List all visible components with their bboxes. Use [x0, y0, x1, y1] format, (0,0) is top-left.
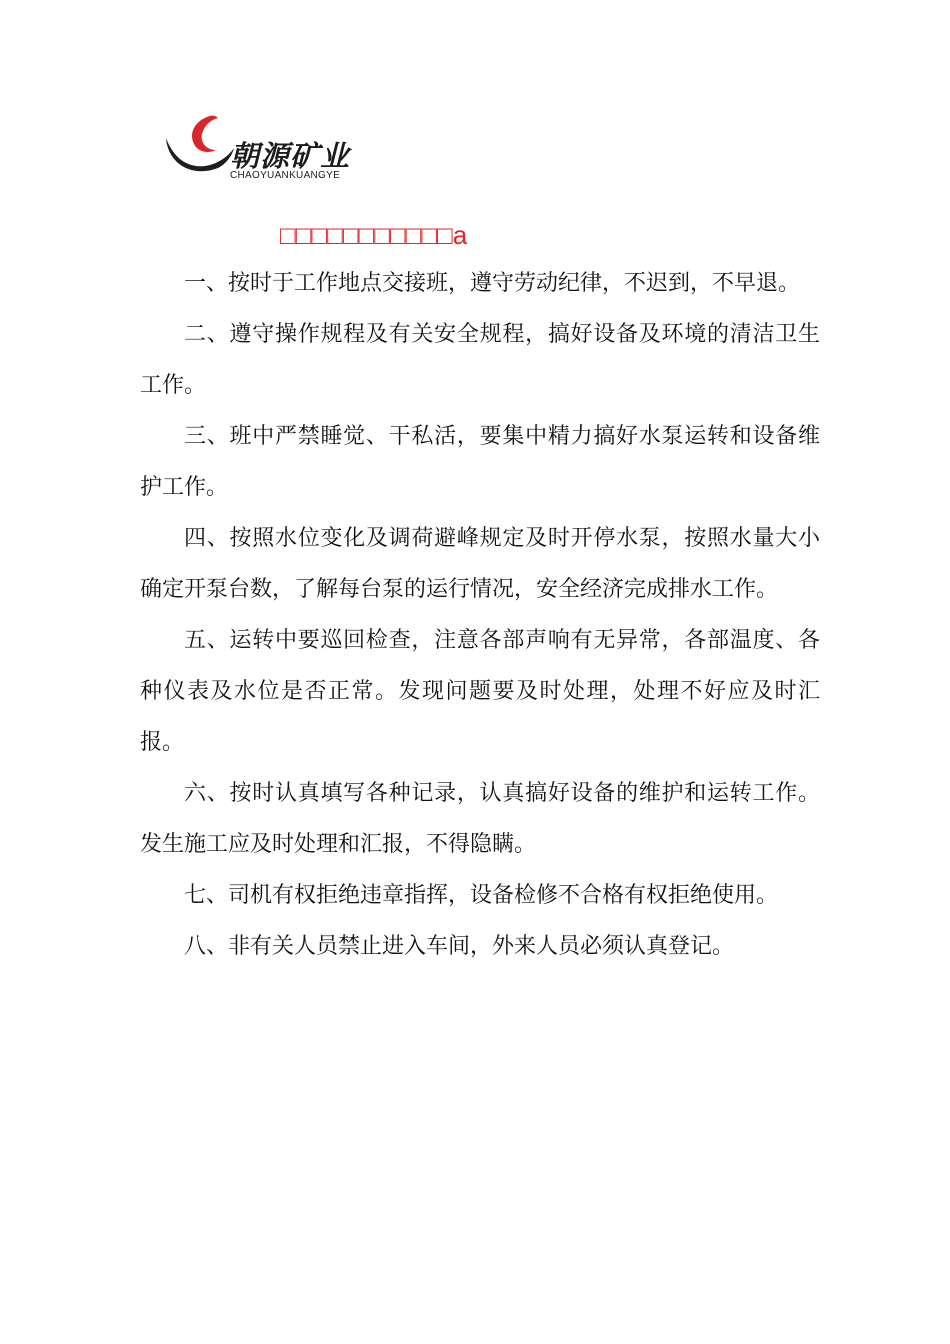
rule-paragraph: 七、司机有权拒绝违章指挥，设备检修不合格有权拒绝使用。	[184, 883, 779, 908]
rule-paragraph: 三、班中严禁睡觉、干私活，要集中精力搞好水泵运转和设备维护工作。	[140, 424, 820, 500]
logo-swoosh-icon	[160, 112, 240, 187]
document-title: □□□□□□□□□□□a	[280, 220, 468, 250]
rule-paragraph: 五、运转中要巡回检查，注意各部声响有无异常，各部温度、各种仪表及水位是否正常。发现问题要及时处理，处理不好应及时汇报。	[140, 628, 820, 755]
rule-paragraph: 四、按照水位变化及调荷避峰规定及时开停水泵，按照水量大小确定开泵台数，了解每台泵的运行情况，安全经济完成排水工作。	[140, 526, 820, 602]
rule-paragraph: 八、非有关人员禁止进入车间，外来人员必须认真登记。	[184, 934, 735, 959]
logo-chinese-name: 朝源矿业	[230, 139, 351, 173]
rule-paragraph: 一、按时于工作地点交接班，遵守劳动纪律，不迟到，不早退。	[184, 271, 801, 296]
rule-paragraph: 二、遵守操作规程及有关安全规程，搞好设备及环境的清洁卫生工作。	[140, 322, 820, 398]
company-logo	[160, 112, 365, 187]
rule-paragraph: 六、按时认真填写各种记录，认真搞好设备的维护和运转工作。发生施工应及时处理和汇报，不得隐瞒。	[140, 781, 820, 857]
document-body	[140, 258, 820, 972]
logo-english-name: CHAOYUANKUANGYE	[230, 170, 341, 181]
